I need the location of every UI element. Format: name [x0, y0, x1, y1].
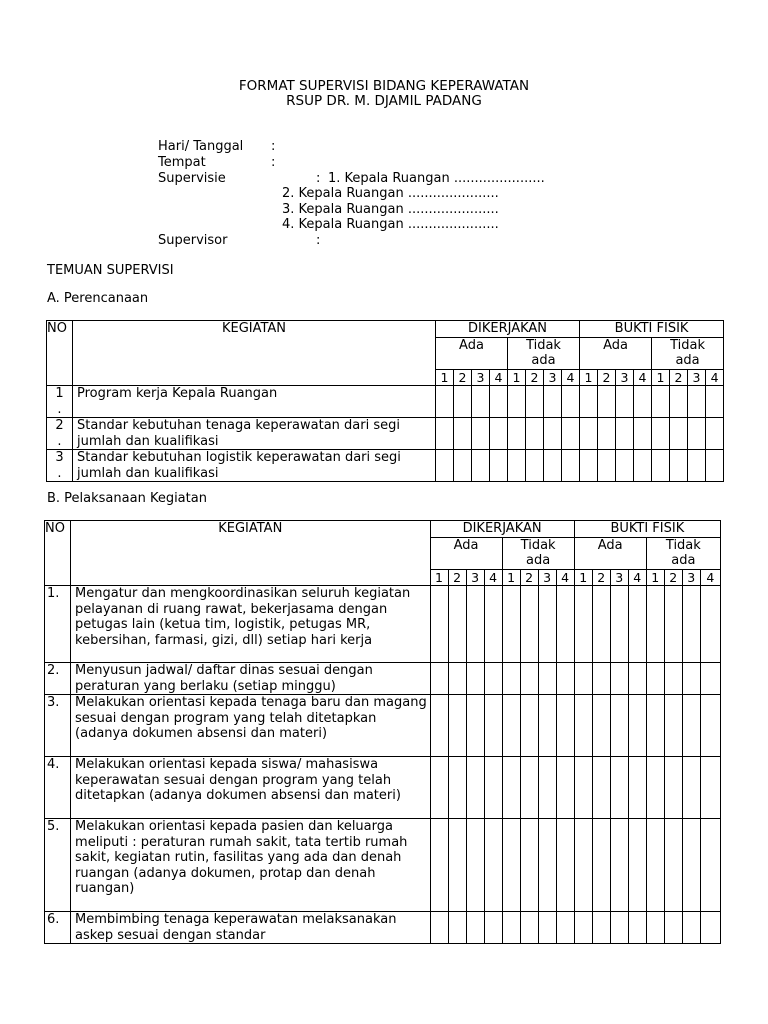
header-num: 3 [610, 569, 628, 586]
check-cell[interactable] [664, 695, 682, 757]
header-num: 3 [616, 369, 634, 386]
check-cell[interactable] [520, 663, 538, 695]
header-num: 2 [520, 569, 538, 586]
check-cell[interactable] [616, 450, 634, 482]
check-cell[interactable] [646, 663, 664, 695]
check-cell[interactable] [448, 819, 466, 912]
row-no: 5. [45, 819, 71, 912]
check-cell[interactable] [502, 586, 520, 663]
check-cell[interactable] [682, 912, 700, 944]
check-cell[interactable] [520, 586, 538, 663]
check-cell[interactable] [664, 912, 682, 944]
check-cell[interactable] [466, 912, 484, 944]
table-perencanaan [46, 320, 724, 482]
check-cell[interactable] [454, 450, 472, 482]
check-cell[interactable] [652, 386, 670, 418]
check-cell[interactable] [448, 695, 466, 757]
check-cell[interactable] [448, 757, 466, 819]
check-cell[interactable] [538, 757, 556, 819]
row-kegiatan: Standar kebutuhan tenaga keperawatan dari segi jumlah dan kualifikasi [73, 418, 436, 450]
check-cell[interactable] [556, 912, 574, 944]
check-cell[interactable] [538, 695, 556, 757]
check-cell[interactable] [580, 418, 598, 450]
check-cell[interactable] [646, 912, 664, 944]
check-cell[interactable] [700, 912, 720, 944]
check-cell[interactable] [646, 695, 664, 757]
check-cell[interactable] [556, 819, 574, 912]
check-cell[interactable] [454, 418, 472, 450]
check-cell[interactable] [682, 819, 700, 912]
row-kegiatan: Melakukan orientasi kepada tenaga baru dan magang sesuai dengan program yang telah ditetapkan (adanya dokumen absensi dan materi) [71, 695, 430, 757]
header-num: 2 [454, 369, 472, 386]
check-cell[interactable] [466, 757, 484, 819]
table-row [45, 586, 721, 663]
check-cell[interactable] [634, 418, 652, 450]
row-no: 1 . [47, 386, 73, 418]
header-ada: Ada [436, 337, 508, 369]
header-num: 2 [448, 569, 466, 586]
check-cell[interactable] [574, 695, 592, 757]
check-cell[interactable] [436, 386, 454, 418]
header-num: 4 [634, 369, 652, 386]
header-num: 1 [580, 369, 598, 386]
check-cell[interactable] [574, 912, 592, 944]
section-a-heading: A. Perencanaan [47, 291, 149, 306]
header-num: 4 [490, 369, 508, 386]
check-cell[interactable] [646, 586, 664, 663]
check-cell[interactable] [448, 663, 466, 695]
check-cell[interactable] [526, 418, 544, 450]
table-row [47, 450, 724, 482]
check-cell[interactable] [628, 757, 646, 819]
header-num: 1 [508, 369, 526, 386]
check-cell[interactable] [646, 819, 664, 912]
check-cell[interactable] [652, 450, 670, 482]
check-cell[interactable] [502, 819, 520, 912]
check-cell[interactable] [490, 386, 508, 418]
check-cell[interactable] [700, 663, 720, 695]
row-no: 6. [45, 912, 71, 944]
check-cell[interactable] [484, 586, 502, 663]
check-cell[interactable] [430, 912, 448, 944]
header-num: 1 [430, 569, 448, 586]
check-cell[interactable] [652, 418, 670, 450]
check-cell[interactable] [430, 757, 448, 819]
check-cell[interactable] [592, 586, 610, 663]
check-cell[interactable] [556, 586, 574, 663]
check-cell[interactable] [628, 912, 646, 944]
supervisie-label: Supervisie [158, 171, 226, 186]
header-num: 4 [562, 369, 580, 386]
table-row [45, 663, 721, 695]
check-cell[interactable] [544, 418, 562, 450]
table-row [45, 912, 721, 944]
row-kegiatan: Melakukan orientasi kepada siswa/ mahasiswa keperawatan sesuai dengan program yang telah ditetapkan (adanya dokumen absensi dan materi) [71, 757, 430, 819]
check-cell[interactable] [466, 695, 484, 757]
check-cell[interactable] [670, 450, 688, 482]
header-num: 3 [682, 569, 700, 586]
check-cell[interactable] [562, 386, 580, 418]
header-tidak-ada: Tidak ada [502, 537, 574, 569]
check-cell[interactable] [610, 586, 628, 663]
supervisor-colon: : [316, 233, 321, 248]
check-cell[interactable] [484, 695, 502, 757]
header-bukti-fisik: BUKTI FISIK [574, 521, 720, 538]
header-num: 3 [688, 369, 706, 386]
check-cell[interactable] [598, 418, 616, 450]
check-cell[interactable] [448, 912, 466, 944]
row-no: 2 . [47, 418, 73, 450]
check-cell[interactable] [574, 757, 592, 819]
check-cell[interactable] [580, 386, 598, 418]
temuan-heading: TEMUAN SUPERVISI [47, 263, 174, 278]
check-cell[interactable] [472, 418, 490, 450]
check-cell[interactable] [706, 418, 724, 450]
header-tidak-ada: Tidak ada [652, 337, 724, 369]
check-cell[interactable] [592, 757, 610, 819]
check-cell[interactable] [430, 819, 448, 912]
check-cell[interactable] [538, 912, 556, 944]
supervisie-item-2: 2. Kepala Ruangan ...................... [282, 186, 499, 201]
check-cell[interactable] [520, 912, 538, 944]
row-no: 3. [45, 695, 71, 757]
row-no: 3 . [47, 450, 73, 482]
check-cell[interactable] [610, 695, 628, 757]
check-cell[interactable] [484, 663, 502, 695]
check-cell[interactable] [706, 386, 724, 418]
check-cell[interactable] [556, 695, 574, 757]
check-cell[interactable] [688, 386, 706, 418]
supervisie-item-3: 3. Kepala Ruangan ...................... [282, 202, 499, 217]
check-cell[interactable] [562, 418, 580, 450]
table-row [45, 757, 721, 819]
header-num: 4 [706, 369, 724, 386]
header-num: 4 [628, 569, 646, 586]
check-cell[interactable] [430, 663, 448, 695]
check-cell[interactable] [472, 450, 490, 482]
check-cell[interactable] [448, 586, 466, 663]
check-cell[interactable] [580, 450, 598, 482]
header-ada: Ada [574, 537, 646, 569]
check-cell[interactable] [520, 819, 538, 912]
header-num: 2 [526, 369, 544, 386]
row-no: 2. [45, 663, 71, 695]
check-cell[interactable] [574, 586, 592, 663]
check-cell[interactable] [484, 757, 502, 819]
check-cell[interactable] [634, 386, 652, 418]
tempat-label: Tempat [158, 155, 206, 170]
row-kegiatan: Membimbing tenaga keperawatan melaksanakan askep sesuai dengan standar [71, 912, 430, 944]
check-cell[interactable] [646, 757, 664, 819]
header-bukti-fisik: BUKTI FISIK [580, 321, 724, 338]
hari-tanggal-colon: : [271, 139, 276, 154]
check-cell[interactable] [700, 819, 720, 912]
check-cell[interactable] [466, 819, 484, 912]
check-cell[interactable] [556, 663, 574, 695]
table-row [45, 819, 721, 912]
header-dikerjakan: DIKERJAKAN [436, 321, 580, 338]
row-kegiatan: Program kerja Kepala Ruangan [73, 386, 436, 418]
check-cell[interactable] [628, 695, 646, 757]
tempat-colon: : [271, 155, 276, 170]
check-cell[interactable] [700, 695, 720, 757]
check-cell[interactable] [616, 386, 634, 418]
header-tidak-ada: Tidak ada [508, 337, 580, 369]
document-title: FORMAT SUPERVISI BIDANG KEPERAWATAN [238, 78, 530, 94]
check-cell[interactable] [484, 819, 502, 912]
header-num: 3 [472, 369, 490, 386]
check-cell[interactable] [538, 586, 556, 663]
check-cell[interactable] [664, 586, 682, 663]
check-cell[interactable] [472, 386, 490, 418]
header-num: 4 [700, 569, 720, 586]
header-num: 2 [592, 569, 610, 586]
check-cell[interactable] [592, 695, 610, 757]
check-cell[interactable] [592, 819, 610, 912]
header-num: 1 [502, 569, 520, 586]
check-cell[interactable] [628, 586, 646, 663]
check-cell[interactable] [664, 663, 682, 695]
check-cell[interactable] [610, 757, 628, 819]
check-cell[interactable] [436, 450, 454, 482]
check-cell[interactable] [466, 663, 484, 695]
check-cell[interactable] [502, 912, 520, 944]
table-row [47, 386, 724, 418]
header-no: NO [45, 521, 71, 586]
header-tidak-ada: Tidak ada [646, 537, 720, 569]
header-kegiatan: KEGIATAN [73, 321, 436, 386]
header-num: 3 [538, 569, 556, 586]
header-num: 2 [664, 569, 682, 586]
header-num: 1 [646, 569, 664, 586]
header-dikerjakan: DIKERJAKAN [430, 521, 574, 538]
check-cell[interactable] [688, 450, 706, 482]
check-cell[interactable] [502, 695, 520, 757]
check-cell[interactable] [700, 586, 720, 663]
check-cell[interactable] [526, 386, 544, 418]
header-no: NO [47, 321, 73, 386]
supervisie-colon: : [316, 171, 321, 186]
check-cell[interactable] [502, 757, 520, 819]
check-cell[interactable] [508, 418, 526, 450]
supervisie-item-1: 1. Kepala Ruangan ...................... [328, 171, 545, 186]
row-kegiatan: Standar kebutuhan logistik keperawatan dari segi jumlah dan kualifikasi [73, 450, 436, 482]
check-cell[interactable] [664, 757, 682, 819]
table-pelaksanaan [44, 520, 721, 944]
check-cell[interactable] [544, 450, 562, 482]
check-cell[interactable] [616, 418, 634, 450]
check-cell[interactable] [490, 418, 508, 450]
supervisie-item-4: 4. Kepala Ruangan ...................... [282, 217, 499, 232]
check-cell[interactable] [682, 663, 700, 695]
check-cell[interactable] [682, 757, 700, 819]
check-cell[interactable] [538, 663, 556, 695]
check-cell[interactable] [544, 386, 562, 418]
check-cell[interactable] [574, 819, 592, 912]
header-num: 1 [436, 369, 454, 386]
header-ada: Ada [430, 537, 502, 569]
header-num: 2 [598, 369, 616, 386]
check-cell[interactable] [454, 386, 472, 418]
check-cell[interactable] [520, 695, 538, 757]
check-cell[interactable] [598, 386, 616, 418]
row-kegiatan: Mengatur dan mengkoordinasikan seluruh kegiatan pelayanan di ruang rawat, bekerjasama dengan petugas lain (ketua tim, logistik, petugas MR, kebersihan, farmasi, gizi, dll) setiap hari kerja [71, 586, 430, 663]
check-cell[interactable] [556, 757, 574, 819]
row-no: 4. [45, 757, 71, 819]
check-cell[interactable] [682, 695, 700, 757]
check-cell[interactable] [634, 450, 652, 482]
check-cell[interactable] [610, 912, 628, 944]
header-num: 1 [574, 569, 592, 586]
check-cell[interactable] [592, 663, 610, 695]
check-cell[interactable] [598, 450, 616, 482]
check-cell[interactable] [706, 450, 724, 482]
check-cell[interactable] [520, 757, 538, 819]
check-cell[interactable] [508, 450, 526, 482]
header-num: 4 [556, 569, 574, 586]
check-cell[interactable] [508, 386, 526, 418]
check-cell[interactable] [562, 450, 580, 482]
header-ada: Ada [580, 337, 652, 369]
row-no: 1. [45, 586, 71, 663]
header-kegiatan: KEGIATAN [71, 521, 430, 586]
check-cell[interactable] [526, 450, 544, 482]
check-cell[interactable] [502, 663, 520, 695]
header-num: 3 [466, 569, 484, 586]
check-cell[interactable] [670, 418, 688, 450]
header-num: 3 [544, 369, 562, 386]
document-subtitle: RSUP DR. M. DJAMIL PADANG [286, 93, 482, 109]
hari-tanggal-label: Hari/ Tanggal [158, 139, 244, 154]
check-cell[interactable] [610, 663, 628, 695]
check-cell[interactable] [490, 450, 508, 482]
check-cell[interactable] [628, 819, 646, 912]
supervisor-label: Supervisor [158, 233, 228, 248]
header-num: 1 [652, 369, 670, 386]
check-cell[interactable] [574, 663, 592, 695]
check-cell[interactable] [700, 757, 720, 819]
check-cell[interactable] [664, 819, 682, 912]
table-row [45, 695, 721, 757]
check-cell[interactable] [592, 912, 610, 944]
section-b-heading: B. Pelaksanaan Kegiatan [47, 491, 207, 506]
row-kegiatan: Menyusun jadwal/ daftar dinas sesuai dengan peraturan yang berlaku (setiap minggu) [71, 663, 430, 695]
check-cell[interactable] [688, 418, 706, 450]
table-row [47, 418, 724, 450]
header-num: 4 [484, 569, 502, 586]
check-cell[interactable] [670, 386, 688, 418]
check-cell[interactable] [538, 819, 556, 912]
check-cell[interactable] [628, 663, 646, 695]
row-kegiatan: Melakukan orientasi kepada pasien dan keluarga meliputi : peraturan rumah sakit, tata tertib rumah sakit, kegiatan rutin, fasilitas yang ada dan denah ruangan (adanya dokumen, protap dan denah ruangan) [71, 819, 430, 912]
check-cell[interactable] [430, 695, 448, 757]
check-cell[interactable] [430, 586, 448, 663]
check-cell[interactable] [682, 586, 700, 663]
check-cell[interactable] [466, 586, 484, 663]
check-cell[interactable] [436, 418, 454, 450]
check-cell[interactable] [610, 819, 628, 912]
check-cell[interactable] [484, 912, 502, 944]
header-num: 2 [670, 369, 688, 386]
